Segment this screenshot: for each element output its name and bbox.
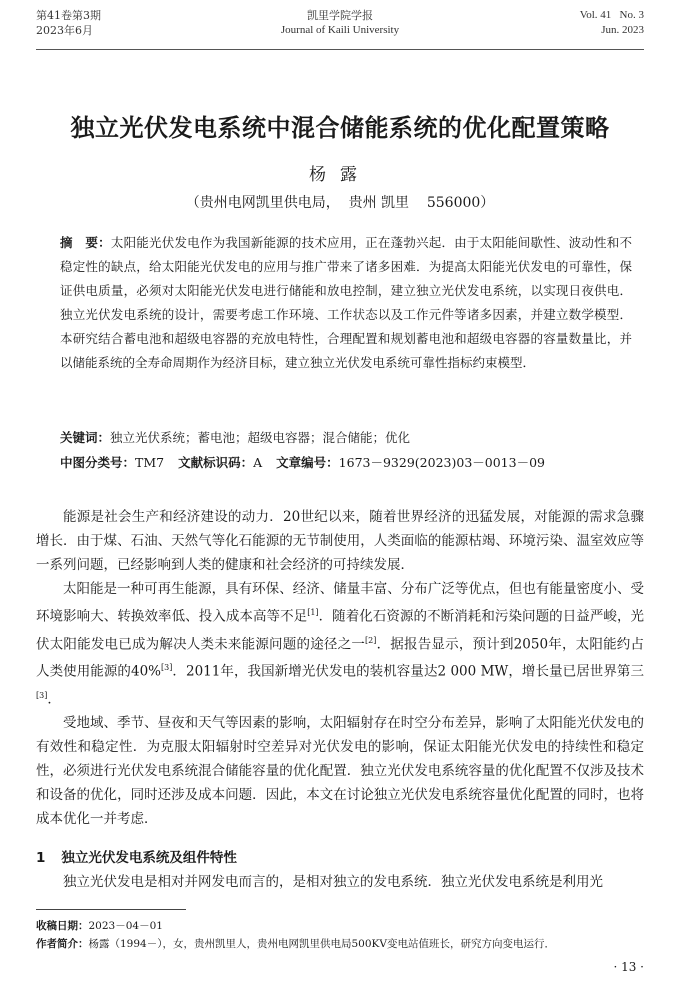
keywords-text: 独立光伏系统；蓄电池；超级电容器；混合储能；优化 xyxy=(110,430,411,445)
abstract xyxy=(60,231,632,375)
journal-name-cn: 凯里学院学报 xyxy=(307,9,373,22)
paragraph-3: 受地域、季节、昼夜和天气等因素的影响，太阳辐射存在时空分布差异，影响了太阳能光伏发电的有效性和稳定性．为克服太阳辐射时空差异对光伏发电的影响，保证太阳能光伏发电的持续性和稳定性，必须进行光伏发电系统混合储能容量的优化配置．独立光伏发电系统容量的优化配置不仅涉及技术和设备的优化，同时还涉及成本问题．因此，本文在讨论独立光伏发电系统容量优化配置的同时，也将成本优化一并考虑． xyxy=(36,715,644,827)
received-label: 收稿日期： xyxy=(36,920,89,932)
citation: [1] xyxy=(307,608,319,617)
author-bio-label: 作者简介： xyxy=(36,938,89,950)
header-divider xyxy=(36,49,644,50)
abstract-text: 太阳能光伏发电作为我国新能源的技术应用，正在蓬勃兴起．由于太阳能间歇性、波动性和不稳定性的缺点，给太阳能光伏发电的应用与推广带来了诸多困难．为提高太阳能光伏发电的可靠性，保证供电质量，必须对太阳能光伏发电进行储能和放电控制，建立独立光伏发电系统，以实现日夜供电．独立光伏发电系统的设计，需要考虑工作环境、工作状态以及工作元件等诸多因素，并建立数学模型．本研究结合蓄电池和超级电容器的充放电特性，合理配置和规划蓄电池和超级电容器的容量数量比，并以储能系统的全寿命周期作为经济目标，建立独立光伏发电系统可靠性指标约束模型． xyxy=(60,235,632,370)
citation: [3] xyxy=(36,690,48,700)
volume-issue-cn: 第41卷第3期 xyxy=(36,9,101,22)
paragraph-4: 独立光伏发电是相对并网发电而言的，是相对独立的发电系统．独立光伏发电系统是利用光 xyxy=(63,874,603,890)
header-center xyxy=(36,8,644,38)
running-header xyxy=(36,8,644,48)
paper-title: 独立光伏发电系统中混合储能系统的优化配置策略 xyxy=(70,114,610,142)
volume-issue-en: Vol. 41 No. 3 xyxy=(579,9,644,21)
date-cn: 2023年6月 xyxy=(36,24,93,37)
keywords xyxy=(60,428,632,448)
classification-line xyxy=(60,453,632,473)
paragraph-1: 能源是社会生产和经济建设的动力．20世纪以来，随着世界经济的迅猛发展，对能源的需求急骤增长．由于煤、石油、天然气等化石能源的无节制使用，人类面临的能源枯竭、环境污染、温室效应等一系列问题，已经影响到人类的健康和社会经济的可持续发展． xyxy=(36,509,644,573)
author-bio-text: 杨露（1994－），女，贵州凯里人，贵州电网凯里供电局500KV变电站值班长，研究方向变电运行． xyxy=(88,938,555,950)
clc-value: TM7 xyxy=(135,455,165,470)
clc-label: 中图分类号： xyxy=(60,455,136,470)
article-number-label: 文章编号： xyxy=(276,455,339,470)
header-right xyxy=(580,8,644,38)
author-affiliation: （贵州电网凯里供电局， 贵州 凯里 556000） xyxy=(185,195,495,211)
keywords-label: 关键词： xyxy=(60,430,111,445)
doc-code-label: 文献标识码： xyxy=(178,455,254,470)
author-bio xyxy=(36,936,644,952)
doc-code-value: A xyxy=(253,455,263,470)
section-title: 独立光伏发电系统及组件特性 xyxy=(61,850,237,866)
abstract-label: 摘 要： xyxy=(60,235,111,250)
section-heading xyxy=(36,846,237,866)
received-date xyxy=(36,918,644,934)
citation: [2] xyxy=(365,635,377,645)
journal-name-en: Journal of Kaili University xyxy=(280,24,400,36)
paragraph-2: 太阳能是一种可再生能源，具有环保、经济、储量丰富、分布广泛等优点，但也有能量密度小、受环境影响大、转换效率低、投入成本高等不足[1]．随着化石资源的不断消耗和污染问题的日益严峻，光伏太阳能发电已成为解决人类未来能源问题的途径之一[2]．据报告显示，预计到2050年，太阳能约占人类使用能源的40%[3]．2011年，我国新增光伏发电的装机容量达2 000 MW，增长量已居世界第三[3]． xyxy=(36,581,645,707)
page-number: · 13 · xyxy=(613,960,644,974)
date-en: Jun. 2023 xyxy=(601,24,644,36)
article-number-value: 1673－9329(2023)03－0013－09 xyxy=(338,455,545,470)
citation: [3] xyxy=(161,663,173,672)
body-text xyxy=(36,505,644,831)
received-value: 2023－04－01 xyxy=(88,920,163,932)
author-name: 杨露 xyxy=(309,165,371,185)
section-number: 1 xyxy=(36,850,46,866)
footnote-divider xyxy=(36,909,186,910)
